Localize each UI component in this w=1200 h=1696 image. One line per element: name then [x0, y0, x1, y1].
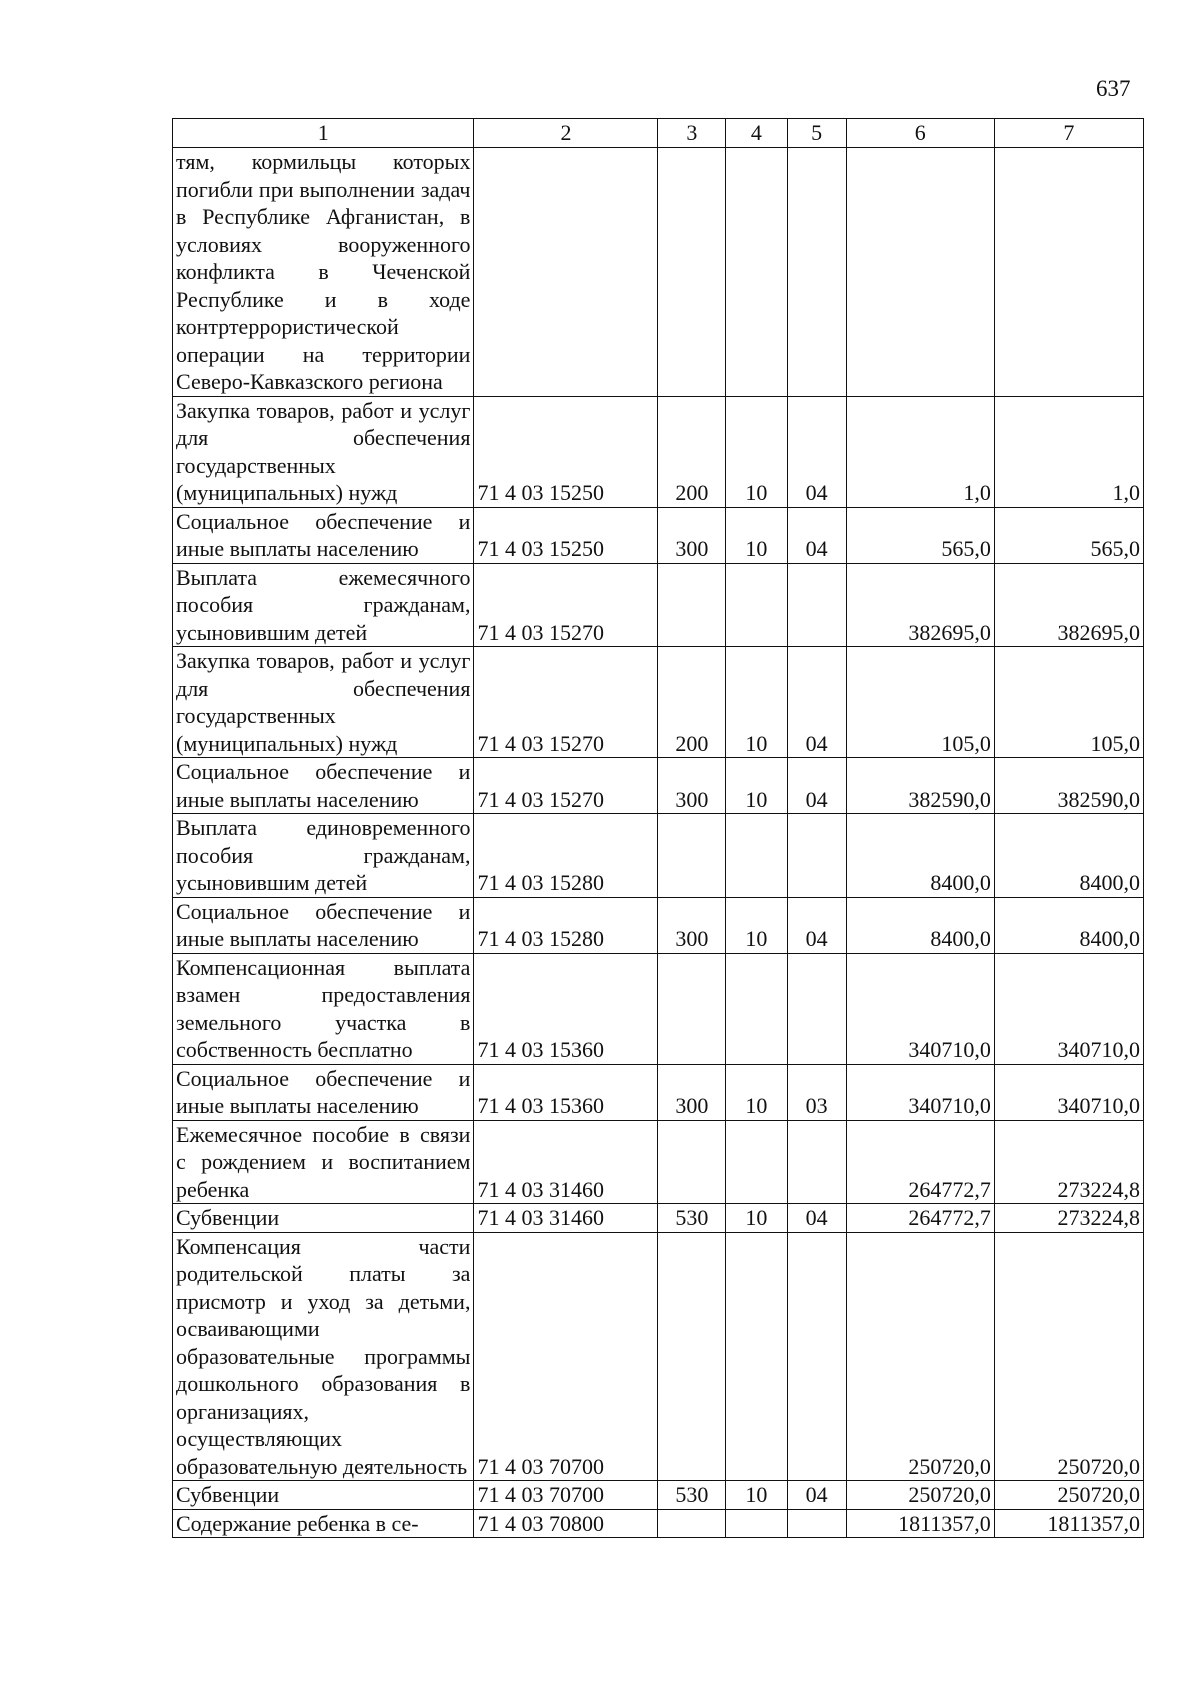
row-code: 71 4 03 15280 — [474, 814, 658, 898]
row-expense-type: 200 — [658, 647, 726, 758]
row-sum-year2: 382695,0 — [994, 563, 1143, 647]
row-code: 71 4 03 15360 — [474, 953, 658, 1064]
table-row — [173, 1509, 1144, 1538]
row-expense-type — [658, 563, 726, 647]
row-name: Субвенции — [173, 1481, 474, 1510]
row-code: 71 4 03 15270 — [474, 563, 658, 647]
row-section: 10 — [726, 1064, 787, 1120]
table-row — [173, 1064, 1144, 1120]
row-name: Социальное обеспечение и иные выплаты населению — [173, 1064, 474, 1120]
row-expense-type — [658, 1509, 726, 1538]
row-subsection: 04 — [787, 897, 846, 953]
column-header: 3 — [658, 119, 726, 148]
row-code: 71 4 03 31460 — [474, 1204, 658, 1233]
row-subsection: 04 — [787, 758, 846, 814]
row-section: 10 — [726, 1204, 787, 1233]
page-number: 637 — [1096, 76, 1131, 101]
row-sum-year1: 382695,0 — [846, 563, 994, 647]
row-sum-year1 — [846, 148, 994, 397]
row-sum-year1: 264772,7 — [846, 1204, 994, 1233]
row-expense-type: 300 — [658, 758, 726, 814]
row-code: 71 4 03 70700 — [474, 1232, 658, 1481]
row-section: 10 — [726, 396, 787, 507]
row-expense-type — [658, 814, 726, 898]
table-row — [173, 647, 1144, 758]
row-subsection — [787, 563, 846, 647]
row-expense-type — [658, 1232, 726, 1481]
column-header: 5 — [787, 119, 846, 148]
row-subsection — [787, 814, 846, 898]
row-section: 10 — [726, 647, 787, 758]
row-section — [726, 1509, 787, 1538]
row-name: Компенсация части родительской платы за присмотр и уход за детьми, осваивающими образовательные программы дошкольного образования в организациях, осуществляющих образовательную деятельность — [173, 1232, 474, 1481]
row-code: 71 4 03 70800 — [474, 1509, 658, 1538]
row-expense-type — [658, 1120, 726, 1204]
row-sum-year1: 340710,0 — [846, 1064, 994, 1120]
row-sum-year1: 264772,7 — [846, 1120, 994, 1204]
column-header: 1 — [173, 119, 474, 148]
row-subsection — [787, 1120, 846, 1204]
table-row — [173, 563, 1144, 647]
row-sum-year1: 340710,0 — [846, 953, 994, 1064]
row-section — [726, 563, 787, 647]
row-code: 71 4 03 31460 — [474, 1120, 658, 1204]
row-name: Ежемесячное пособие в связи с рождением и воспитанием ребенка — [173, 1120, 474, 1204]
row-subsection: 03 — [787, 1064, 846, 1120]
row-sum-year1: 1811357,0 — [846, 1509, 994, 1538]
row-name: Компенсационная выплата взамен предоставления земельного участка в собственность бесплатно — [173, 953, 474, 1064]
row-code: 71 4 03 15250 — [474, 507, 658, 563]
row-sum-year1: 565,0 — [846, 507, 994, 563]
row-expense-type: 300 — [658, 1064, 726, 1120]
row-subsection — [787, 953, 846, 1064]
table-row — [173, 148, 1144, 397]
row-sum-year1: 250720,0 — [846, 1481, 994, 1510]
row-expense-type: 530 — [658, 1481, 726, 1510]
row-section: 10 — [726, 758, 787, 814]
row-sum-year2: 382590,0 — [994, 758, 1143, 814]
row-section — [726, 148, 787, 397]
row-sum-year1: 105,0 — [846, 647, 994, 758]
row-sum-year1: 8400,0 — [846, 897, 994, 953]
row-sum-year2: 8400,0 — [994, 897, 1143, 953]
row-name: Социальное обеспечение и иные выплаты населению — [173, 897, 474, 953]
row-sum-year2: 273224,8 — [994, 1120, 1143, 1204]
row-sum-year2: 340710,0 — [994, 953, 1143, 1064]
row-name: Субвенции — [173, 1204, 474, 1233]
row-name: Закупка товаров, работ и услуг для обеспечения государственных (муниципальных) нужд — [173, 647, 474, 758]
row-sum-year2: 565,0 — [994, 507, 1143, 563]
table-row — [173, 1481, 1144, 1510]
row-code — [474, 148, 658, 397]
row-name: Закупка товаров, работ и услуг для обеспечения государственных (муниципальных) нужд — [173, 396, 474, 507]
column-header: 6 — [846, 119, 994, 148]
row-code: 71 4 03 15280 — [474, 897, 658, 953]
row-subsection: 04 — [787, 1481, 846, 1510]
row-expense-type — [658, 953, 726, 1064]
row-subsection: 04 — [787, 396, 846, 507]
budget-table — [172, 118, 1144, 1538]
row-sum-year1: 8400,0 — [846, 814, 994, 898]
row-name: Выплата ежемесячного пособия гражданам, усыновившим детей — [173, 563, 474, 647]
table-body — [173, 148, 1144, 1538]
row-sum-year2: 340710,0 — [994, 1064, 1143, 1120]
column-header: 7 — [994, 119, 1143, 148]
row-code: 71 4 03 15360 — [474, 1064, 658, 1120]
row-expense-type: 530 — [658, 1204, 726, 1233]
row-section — [726, 1232, 787, 1481]
row-expense-type — [658, 148, 726, 397]
row-section: 10 — [726, 1481, 787, 1510]
row-code: 71 4 03 15250 — [474, 396, 658, 507]
row-name: Содержание ребенка в се- — [173, 1509, 474, 1538]
row-subsection — [787, 1509, 846, 1538]
table-row — [173, 396, 1144, 507]
row-sum-year1: 382590,0 — [846, 758, 994, 814]
row-section — [726, 953, 787, 1064]
table-row — [173, 953, 1144, 1064]
row-expense-type: 200 — [658, 396, 726, 507]
table-row — [173, 1204, 1144, 1233]
row-name: Социальное обеспечение и иные выплаты населению — [173, 507, 474, 563]
row-section: 10 — [726, 507, 787, 563]
row-section — [726, 814, 787, 898]
table-row — [173, 758, 1144, 814]
table-row — [173, 1232, 1144, 1481]
row-expense-type: 300 — [658, 897, 726, 953]
row-sum-year2: 250720,0 — [994, 1232, 1143, 1481]
row-name: тям, кормильцы которых погибли при выполнении задач в Республике Афганистан, в условиях вооруженного конфликта в Чеченской Республике и в ходе контртеррористической операции на территории Северо-Кавказского региона — [173, 148, 474, 397]
row-expense-type: 300 — [658, 507, 726, 563]
row-sum-year2: 8400,0 — [994, 814, 1143, 898]
column-header: 4 — [726, 119, 787, 148]
row-subsection: 04 — [787, 1204, 846, 1233]
table-row — [173, 814, 1144, 898]
table-row — [173, 1120, 1144, 1204]
row-sum-year2: 1811357,0 — [994, 1509, 1143, 1538]
table-header — [173, 119, 1144, 148]
row-section — [726, 1120, 787, 1204]
row-name: Выплата единовременного пособия гражданам, усыновившим детей — [173, 814, 474, 898]
table-row — [173, 897, 1144, 953]
row-sum-year1: 1,0 — [846, 396, 994, 507]
row-subsection — [787, 148, 846, 397]
row-subsection — [787, 1232, 846, 1481]
row-sum-year2 — [994, 148, 1143, 397]
column-header: 2 — [474, 119, 658, 148]
row-name: Социальное обеспечение и иные выплаты населению — [173, 758, 474, 814]
row-code: 71 4 03 15270 — [474, 647, 658, 758]
table-row — [173, 507, 1144, 563]
row-sum-year2: 105,0 — [994, 647, 1143, 758]
row-sum-year2: 250720,0 — [994, 1481, 1143, 1510]
row-code: 71 4 03 15270 — [474, 758, 658, 814]
row-sum-year2: 273224,8 — [994, 1204, 1143, 1233]
row-section: 10 — [726, 897, 787, 953]
row-subsection: 04 — [787, 647, 846, 758]
row-sum-year1: 250720,0 — [846, 1232, 994, 1481]
row-code: 71 4 03 70700 — [474, 1481, 658, 1510]
row-sum-year2: 1,0 — [994, 396, 1143, 507]
row-subsection: 04 — [787, 507, 846, 563]
